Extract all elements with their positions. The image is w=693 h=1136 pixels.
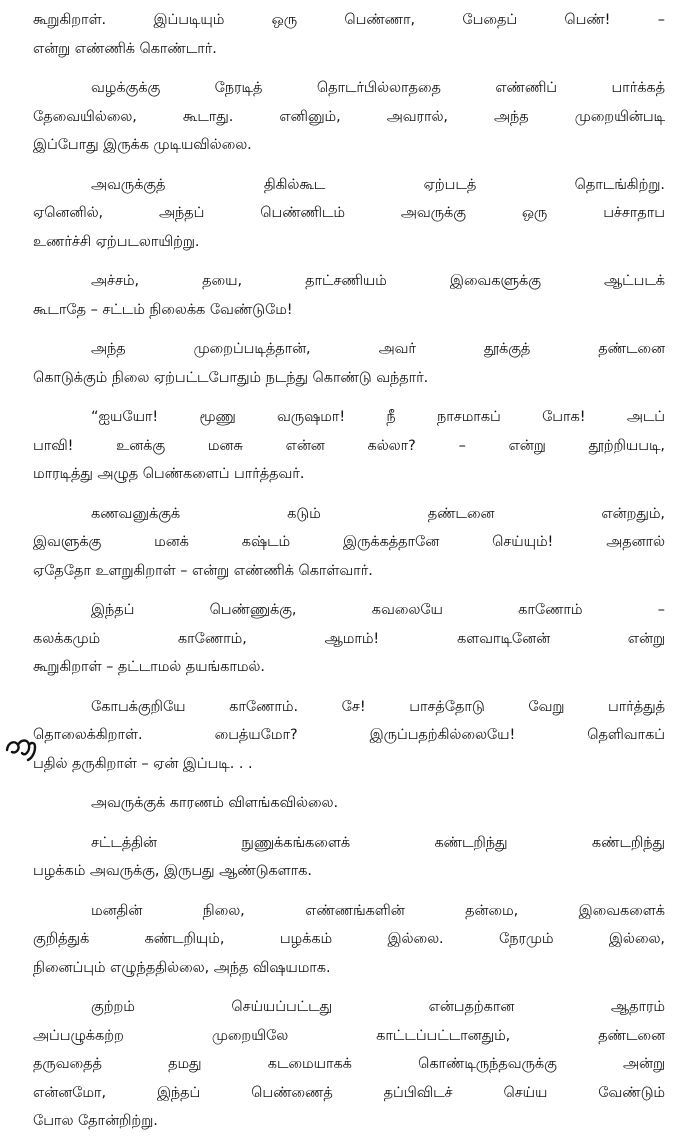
text-line: அந்த முறைப்படித்தான், அவர் தூக்குத் தண்டனை	[91, 341, 665, 357]
text-line: உணர்ச்சி ஏற்படலாயிற்று.	[33, 233, 200, 250]
text-line: ஏதேதோ உளறுகிறாள் – என்று எண்ணிக் கொள்வார்.	[33, 562, 373, 579]
paragraph-5	[33, 335, 665, 392]
paragraph-3	[33, 171, 665, 257]
text-line: நினைப்பும் எழுந்ததில்லை, அந்த விஷயமாக.	[33, 959, 331, 976]
paragraph-6	[33, 403, 665, 489]
text-line: மனதின் நிலை, எண்ணங்களின் தன்மை, இவைகளைக்	[91, 902, 665, 919]
text-line: சட்டத்தின் நுணுக்கங்களைக் கண்டறிந்து கண்டறிந்து	[91, 834, 665, 851]
text-line: இவளுக்கு மனக் கஷ்டம் இருக்கத்தானே செய்யும்! அதனால்	[33, 534, 665, 550]
paragraph-11	[33, 829, 665, 886]
paragraph-7	[33, 500, 665, 586]
paragraph-9	[33, 693, 665, 779]
paragraph-13	[33, 993, 665, 1136]
paragraph-10	[33, 789, 665, 818]
text-line: தேவையில்லை, கூடாது. எனினும், அவரால், அந்த முறையின்படி	[33, 108, 665, 125]
text-line: கோபக்குறியே காணோம். சே! பாசத்தோடு வேறு பார்த்துத்	[91, 698, 665, 715]
text-line: என்று எண்ணிக் கொண்டார்.	[33, 40, 217, 57]
text-line: தருவதைத் தமது கடமையாகக் கொண்டிருந்தவருக்கு அன்று	[33, 1056, 665, 1072]
text-line: கொடுக்கும் நிலை ஏற்பட்டபோதும் நடந்து கொண்டு வந்தார்.	[33, 369, 429, 386]
text-line: குறித்துக் கண்டறியும், பழக்கம் இல்லை. நேரமும் இல்லை,	[33, 931, 665, 947]
paragraph-12	[33, 897, 665, 983]
text-line: என்னமோ, இந்தப் பெண்ணைத் தப்பிவிடச் செய்ய வேண்டும்	[33, 1084, 665, 1101]
text-line: தொலைக்கிறாள். பைத்யமோ? இருப்பதற்கில்லையே! தெளிவாகப்	[33, 727, 665, 743]
margin-annotation-mark	[4, 733, 38, 763]
text-line: கூறுகிறாள் – தட்டாமல் தயங்காமல்.	[33, 659, 265, 675]
text-line: அப்பழுக்கற்ற முறையிலே காட்டப்பட்டானதும், தண்டனை	[33, 1027, 665, 1044]
paragraph-8	[33, 596, 665, 682]
text-line: கூறுகிறாள். இப்படியும் ஒரு பெண்ணா, பேதைப் பெண்! –	[33, 12, 665, 28]
text-line: பதில் தருகிறாள் – ஏன் இப்படி. . .	[33, 755, 253, 772]
text-line: கூடாதே – சட்டம் நிலைக்க வேண்டுமே!	[33, 301, 293, 318]
text-line: வழக்குக்கு நேரடித் தொடர்பில்லாததை எண்ணிப் பார்க்கத்	[91, 80, 665, 96]
text-line: குற்றம் செய்யப்பட்டது என்பதற்கான ஆதாரம்	[91, 999, 665, 1015]
text-line: கலக்கமும் காணோம், ஆமாம்! களவாடினேன் என்று	[33, 630, 665, 647]
text-line: பாவி! உனக்கு மனசு என்ன கல்லா? – என்று தூற்றியபடி,	[33, 437, 665, 454]
text-line: இப்போது இருக்க முடியவில்லை.	[33, 137, 252, 153]
text-line: மாரடித்து அழுத பெண்களைப் பார்த்தவர்.	[33, 466, 305, 482]
text-line: பழக்கம் அவருக்கு, இருபது ஆண்டுகளாக.	[33, 863, 312, 879]
text-line: இந்தப் பெண்ணுக்கு, கவலையே காணோம் –	[91, 602, 665, 618]
paragraph-2	[33, 74, 665, 160]
paragraph-4	[33, 267, 665, 324]
text-line: “ஐயயோ! மூணு வருஷமா! நீ நாசமாகப் போக! அடப்	[91, 409, 665, 425]
text-line: அவருக்குக் காரணம் விளங்கவில்லை.	[91, 795, 339, 811]
text-line: அவருக்குத் திகில்கூட ஏற்படத் தொடங்கிற்று.	[91, 176, 665, 193]
paragraph-1	[33, 6, 665, 63]
text-line: கணவனுக்குக் கடும் தண்டனை என்றதும்,	[91, 505, 665, 522]
text-line: அச்சம், தயை, தாட்சணியம் இவைகளுக்கு ஆட்படக்	[91, 273, 665, 289]
text-line: ஏனெனில், அந்தப் பெண்ணிடம் அவருக்கு ஒரு பச்சாதாப	[33, 205, 665, 221]
text-line: போல தோன்றிற்று.	[33, 1113, 158, 1129]
